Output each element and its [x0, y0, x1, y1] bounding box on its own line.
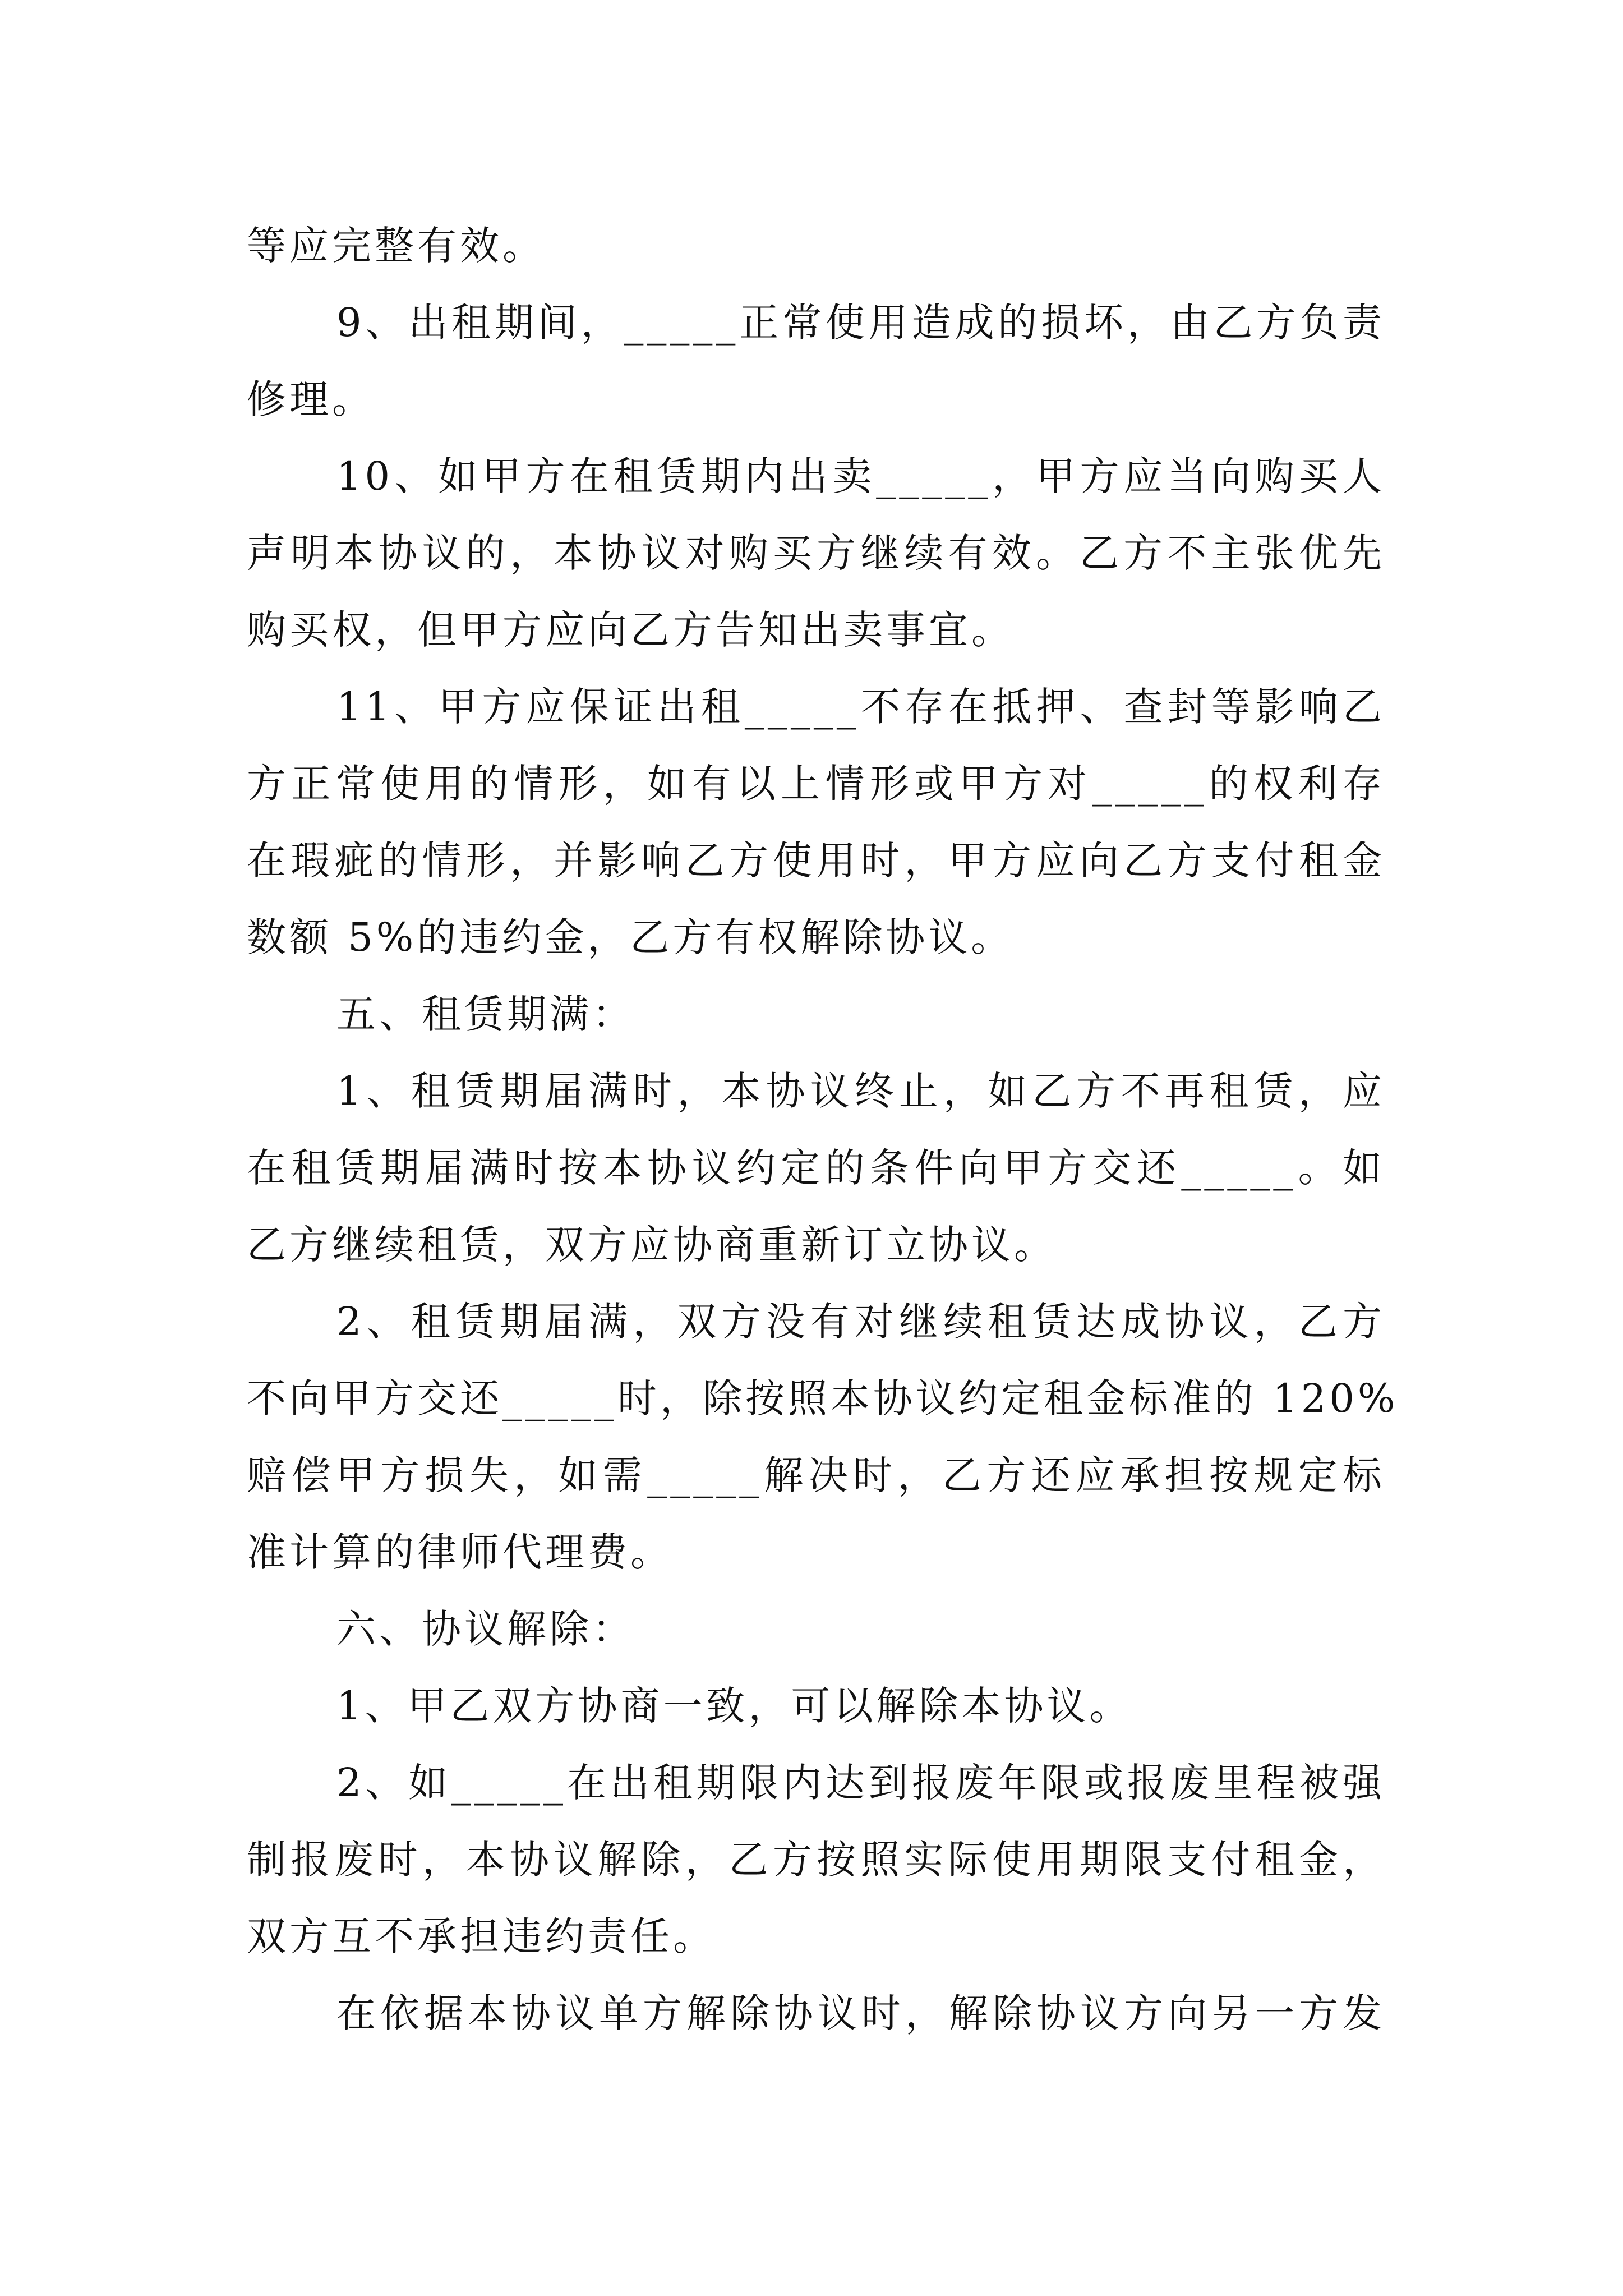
body-line: 在租赁期届满时按本协议约定的条件向甲方交还_____。如 [247, 1145, 1385, 1191]
body-line: 修理。 [247, 376, 375, 422]
body-line: 双方互不承担违约责任。 [247, 1913, 716, 1959]
document-page [247, 208, 1399, 2052]
body-line: 不向甲方交还_____时，除按照本协议约定租金标准的 120% [247, 1375, 1399, 1421]
body-line: 11、甲方应保证出租_____不存在抵押、查封等影响乙 [336, 684, 1385, 730]
body-line: 声明本协议的，本协议对购买方继续有效。乙方不主张优先 [247, 530, 1385, 576]
body-line: 赔偿甲方损失，如需_____解决时，乙方还应承担按规定标 [247, 1452, 1385, 1498]
section-heading: 六、协议解除： [336, 1606, 635, 1652]
body-line: 1、租赁期届满时，本协议终止，如乙方不再租赁，应 [336, 1068, 1385, 1114]
body-line: 购买权，但甲方应向乙方告知出卖事宜。 [247, 607, 1014, 653]
body-line: 1、甲乙双方协商一致，可以解除本协议。 [336, 1683, 1132, 1729]
section-heading: 五、租赁期满： [336, 991, 635, 1037]
body-line: 10、如甲方在租赁期内出卖_____，甲方应当向购买人 [336, 453, 1385, 499]
body-line: 方正常使用的情形，如有以上情形或甲方对_____的权利存 [247, 761, 1385, 807]
body-line: 乙方继续租赁，双方应协商重新订立协议。 [247, 1222, 1057, 1268]
body-line: 制报废时，本协议解除，乙方按照实际使用期限支付租金， [247, 1837, 1385, 1883]
body-line: 在瑕疵的情形，并影响乙方使用时，甲方应向乙方支付租金 [247, 838, 1385, 884]
body-line: 数额 5%的违约金，乙方有权解除协议。 [247, 914, 1014, 960]
body-line: 2、如_____在出租期限内达到报废年限或报废里程被强 [336, 1760, 1385, 1806]
body-line: 准计算的律师代理费。 [247, 1529, 673, 1575]
body-line: 9、出租期间，_____正常使用造成的损坏，由乙方负责 [336, 300, 1385, 346]
body-line: 在依据本协议单方解除协议时，解除协议方向另一方发 [336, 1990, 1385, 2036]
body-line: 等应完整有效。 [247, 223, 545, 269]
body-line: 2、租赁期届满，双方没有对继续租赁达成协议，乙方 [336, 1299, 1385, 1345]
